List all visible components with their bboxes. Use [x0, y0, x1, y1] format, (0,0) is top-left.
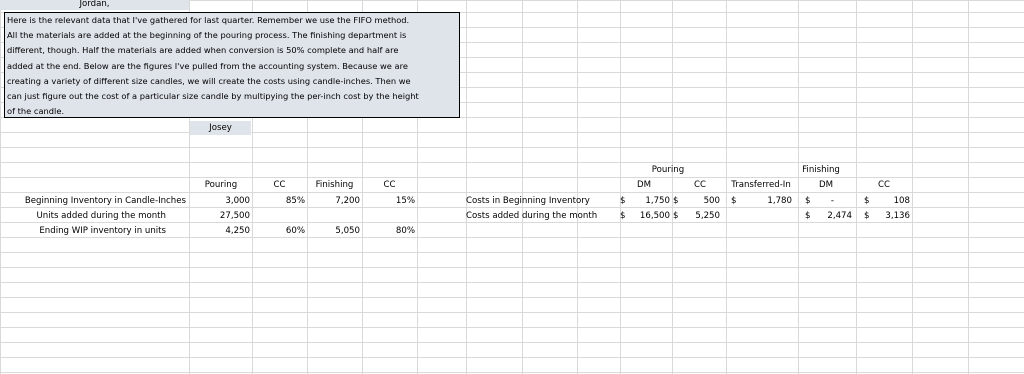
- recipient-name-cell[interactable]: Jordan,: [0, 0, 189, 10]
- header-cc[interactable]: CC: [877, 180, 890, 190]
- header-dm[interactable]: DM: [636, 180, 652, 190]
- row-label[interactable]: Costs in Beginning Inventory: [466, 196, 590, 206]
- header-dm[interactable]: DM: [818, 180, 834, 190]
- memo-line: Here is the relevant data that I've gathered for last quarter. Remember we use the FIFO method.: [7, 15, 410, 25]
- header-pouring[interactable]: Pouring: [204, 180, 238, 190]
- currency-symbol: $: [805, 196, 811, 206]
- table-cell[interactable]: 1,780: [767, 196, 792, 206]
- table-cell[interactable]: 80%: [395, 226, 415, 236]
- memo-note-box[interactable]: [4, 12, 460, 118]
- header-transferred-in[interactable]: Transferred-In: [731, 180, 791, 190]
- memo-line: can just figure out the cost of a particular size candle by multipying the per-inch cost by the height: [7, 91, 419, 102]
- table-cell[interactable]: -: [830, 196, 834, 206]
- row-label[interactable]: Costs added during the month: [466, 211, 598, 221]
- currency-symbol: $: [864, 211, 870, 221]
- table-cell[interactable]: 27,500: [219, 211, 250, 221]
- group-header-finishing[interactable]: Finishing: [802, 165, 840, 175]
- table-cell[interactable]: 60%: [285, 226, 305, 236]
- memo-line: All the materials are added at the beginning of the pouring process. The finishing department is: [7, 30, 407, 41]
- currency-symbol: $: [620, 211, 626, 221]
- signer-name-cell[interactable]: Josey: [190, 121, 251, 135]
- table-cell[interactable]: 500: [703, 196, 720, 206]
- table-cell[interactable]: 4,250: [225, 226, 250, 236]
- currency-symbol: $: [673, 196, 679, 206]
- row-label[interactable]: Ending WIP inventory in units: [39, 226, 166, 236]
- memo-line: added at the end. Below are the figures I've pulled from the accounting system. Because we are: [7, 60, 408, 71]
- header-cc[interactable]: CC: [273, 180, 286, 190]
- currency-symbol: $: [864, 196, 870, 206]
- table-cell[interactable]: 15%: [395, 196, 415, 206]
- group-header-pouring[interactable]: Pouring: [651, 165, 685, 175]
- table-cell[interactable]: 16,500: [639, 211, 670, 221]
- row-label[interactable]: Beginning Inventory in Candle-Inches: [24, 196, 186, 206]
- memo-line: different, though. Half the materials are added when conversion is 50% complete and half are: [7, 45, 399, 56]
- memo-line: creating a variety of different size candles, we will create the costs using candle-inches. Then we: [7, 75, 411, 86]
- table-cell[interactable]: 5,250: [695, 211, 720, 221]
- table-cell[interactable]: 1,750: [645, 196, 670, 206]
- row-label[interactable]: Units added during the month: [36, 211, 166, 221]
- table-cell[interactable]: 2,474: [827, 211, 852, 221]
- header-cc[interactable]: CC: [383, 180, 396, 190]
- table-cell[interactable]: 85%: [285, 196, 305, 206]
- currency-symbol: $: [731, 196, 737, 206]
- table-cell[interactable]: 3,000: [225, 196, 250, 206]
- memo-line: of the candle.: [7, 106, 65, 117]
- table-cell[interactable]: 108: [893, 196, 910, 206]
- table-cell[interactable]: 5,050: [335, 226, 360, 236]
- currency-symbol: $: [620, 196, 626, 206]
- header-finishing[interactable]: Finishing: [315, 180, 354, 190]
- currency-symbol: $: [673, 211, 679, 221]
- header-cc[interactable]: CC: [693, 180, 706, 190]
- currency-symbol: $: [805, 211, 811, 221]
- table-cell[interactable]: 7,200: [335, 196, 360, 206]
- table-cell[interactable]: 3,136: [885, 211, 910, 221]
